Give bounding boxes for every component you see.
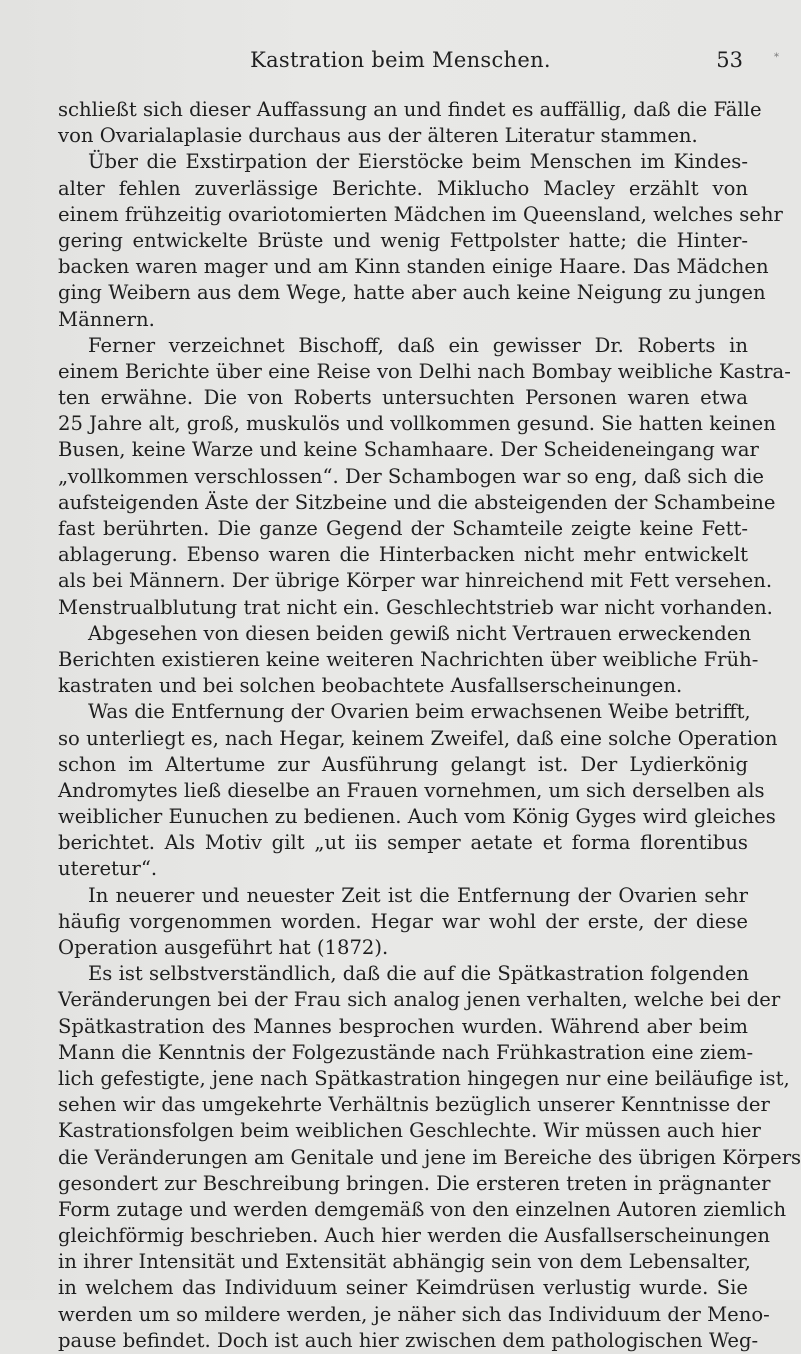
text-line: Männern. [58, 307, 155, 331]
text-line: weiblicher Eunuchen zu bedienen. Auch vom König Gyges wird gleiches [58, 805, 776, 829]
text-line: Andromytes ließ dieselbe an Frauen vornehmen, um sich derselben als [58, 778, 765, 802]
text-line: Busen, keine Warze und keine Schamhaare. Der Scheideneingang war [58, 438, 759, 462]
text-line: so unterliegt es, nach Hegar, keinem Zweifel, daß eine solche Operation [58, 726, 778, 750]
page-number: 53 [716, 48, 743, 72]
text-line: „vollkommen verschlossen“. Der Schambogen war so eng, daß sich die [58, 464, 764, 488]
text-line: Menstrualblutung trat nicht ein. Geschlechtstrieb war nicht vorhanden. [58, 595, 773, 619]
text-line: lich gefestigte, jene nach Spätkastration hingegen nur eine beiläufige ist, [58, 1066, 790, 1090]
text-line: Abgesehen von diesen beiden gewiß nicht Vertrauen erweckenden [88, 621, 752, 645]
text-line: fast berührten. Die ganze Gegend der Schamteile zeigte keine Fett- [58, 517, 748, 540]
page-header [0, 48, 801, 78]
text-line: 25 Jahre alt, groß, muskulös und vollkommen gesund. Sie hatten keinen [58, 412, 776, 436]
text-line: einem frühzeitig ovariotomierten Mädchen im Queensland, welches sehr [58, 202, 783, 226]
body-text [58, 97, 801, 1354]
text-line: Über die Exstirpation der Eierstöcke beim Menschen im Kindes- [88, 150, 748, 174]
text-line: aufsteigenden Äste der Sitzbeine und die absteigenden der Schambeine [58, 490, 776, 514]
text-line: Form zutage und werden demgemäß von den einzelnen Autoren ziemlich [58, 1197, 787, 1221]
text-line: ten erwähne. Die von Roberts untersuchten Personen waren etwa [58, 386, 748, 410]
text-line: ging Weibern aus dem Wege, hatte aber auch keine Neigung zu jungen [58, 281, 766, 305]
text-line: Was die Entfernung der Ovarien beim erwachsenen Weibe betrifft, [88, 700, 751, 724]
text-line: Mann die Kenntnis der Folgezustände nach Frühkastration eine ziem- [58, 1040, 754, 1064]
text-line: kastraten und bei solchen beobachtete Ausfallserscheinungen. [58, 674, 683, 698]
text-line: alter fehlen zuverlässige Berichte. Miklucho Macley erzählt von [58, 176, 748, 200]
text-line: uteretur“. [58, 857, 158, 881]
text-line: In neuerer und neuester Zeit ist die Entfernung der Ovarien sehr [88, 883, 748, 907]
margin-mark: * [774, 52, 779, 63]
text-line: gleichförmig beschrieben. Auch hier werden die Ausfallserscheinungen [58, 1224, 770, 1248]
text-line: ablagerung. Ebenso waren die Hinterbacken nicht mehr entwickelt [58, 543, 748, 567]
text-line: schon im Altertume zur Ausführung gelangt ist. Der Lydierkönig [58, 752, 748, 776]
text-line: in welchem das Individuum seiner Keimdrüsen verlustig wurde. Sie [58, 1276, 748, 1300]
text-line: Operation ausgeführt hat (1872). [58, 936, 389, 959]
text-line: die Veränderungen am Genitale und jene im Bereiche des übrigen Körpers [58, 1145, 801, 1169]
text-line: gering entwickelte Brüste und wenig Fettpolster hatte; die Hinter- [58, 228, 748, 252]
text-line: gesondert zur Beschreibung bringen. Die ersteren treten in prägnanter [58, 1171, 771, 1195]
text-line: werden um so mildere werden, je näher sich das Individuum der Meno- [58, 1302, 770, 1326]
running-title: Kastration beim Menschen. [250, 48, 551, 72]
text-line: Kastrationsfolgen beim weiblichen Geschlechte. Wir müssen auch hier [58, 1119, 761, 1143]
text-line: als bei Männern. Der übrige Körper war hinreichend mit Fett versehen. [58, 569, 773, 593]
text-line: Spätkastration des Mannes besprochen wurden. Während aber beim [58, 1014, 748, 1038]
text-line: häufig vorgenommen worden. Hegar war wohl der erste, der diese [58, 909, 748, 933]
text-line: backen waren mager und am Kinn standen einige Haare. Das Mädchen [58, 255, 769, 279]
text-line: einem Berichte über eine Reise von Delhi nach Bombay weibliche Kastra- [58, 359, 791, 383]
text-line: schließt sich dieser Auffassung an und findet es auffällig, daß die Fälle [58, 98, 762, 121]
text-line: berichtet. Als Motiv gilt „ut iis semper aetate et forma florentibus [58, 831, 748, 855]
text-line: Berichten existieren keine weiteren Nachrichten über weibliche Früh- [58, 647, 759, 671]
text-line: von Ovarialaplasie durchaus aus der älteren Literatur stammen. [58, 124, 698, 148]
text-line: in ihrer Intensität und Extensität abhängig sein von dem Lebensalter, [58, 1250, 751, 1274]
text-line: pause befindet. Doch ist auch hier zwischen dem pathologischen Weg- [58, 1328, 759, 1352]
text-line: Veränderungen bei der Frau sich analog jenen verhalten, welche bei der [58, 988, 781, 1012]
text-line: sehen wir das umgekehrte Verhältnis bezüglich unserer Kenntnisse der [58, 1093, 770, 1117]
text-line: Ferner verzeichnet Bischoff, daß ein gewisser Dr. Roberts in [88, 333, 748, 357]
text-line: Es ist selbstverständlich, daß die auf die Spätkastration folgenden [88, 962, 750, 986]
